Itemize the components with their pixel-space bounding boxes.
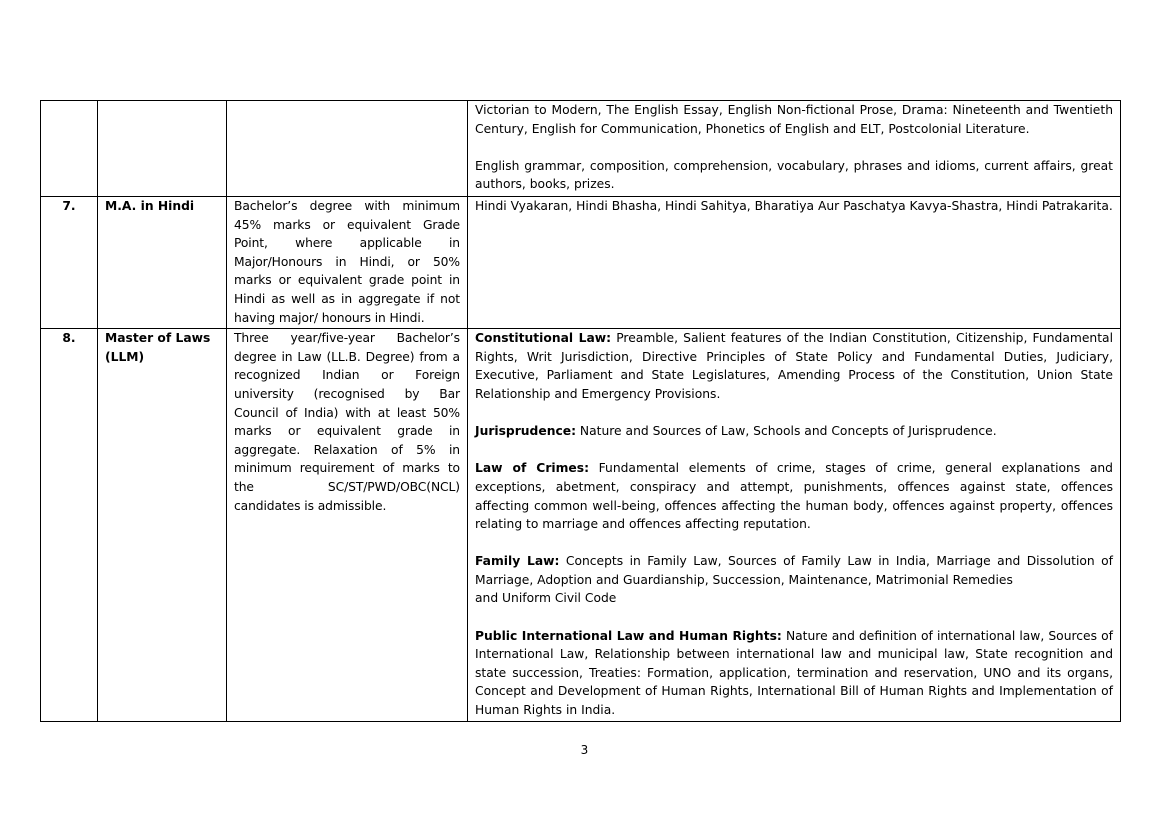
eligibility-cell [227, 101, 468, 197]
programme-cell: Master of Laws (LLM) [98, 329, 227, 721]
programme-cell [98, 101, 227, 197]
syllabus-text: Nature and definition of international law, Sources of International Law, Relationship between international law and municipal law, State recognition and state succession, Treaties: Formation, application, termination and reservation, UNO and its organs, Concept and Development of Human Rights, International Bill of Human Rights and Implementation of Human Rights in India. [475, 628, 1113, 718]
syllabus-text: and Uniform Civil Code [475, 591, 617, 606]
syllabus-paragraph [475, 552, 1113, 608]
table-row [41, 329, 1121, 721]
programme-cell: M.A. in Hindi [98, 197, 227, 329]
section-heading: Family Law: [475, 554, 560, 569]
table-row [41, 197, 1121, 329]
eligibility-cell: Bachelor’s degree with minimum 45% marks or equivalent Grade Point, where applicable in Major/Honours in Hindi, or 50% marks or equivalent grade point in Hindi as well as in aggregate if not having major/ honours in Hindi. [227, 197, 468, 329]
syllabus-text: Preamble, Salient features of the Indian Constitution, Citizenship, Fundamental Rights, Writ Jurisdiction, Directive Principles of State Policy and Fundamental Duties, Judiciary, Executive, Parliament and State Legislatures, Amending Process of the Constitution, Union State Relationship and Emergency Provisions. [475, 331, 1113, 401]
section-heading: Law of Crimes: [475, 461, 589, 476]
syllabus-paragraph [475, 627, 1113, 720]
syllabus-paragraph [475, 329, 1113, 403]
syllabus-text: Concepts in Family Law, Sources of Family Law in India, Marriage and Dissolution of Marriage, Adoption and Guardianship, Succession, Maintenance, Matrimonial Remedies [475, 554, 1113, 587]
syllabus-text: Nature and Sources of Law, Schools and Concepts of Jurisprudence. [579, 424, 997, 439]
syllabus-cell [468, 329, 1121, 721]
table-row [41, 101, 1121, 197]
syllabus-text: English grammar, composition, comprehension, vocabulary, phrases and idioms, current affairs, great authors, books, prizes. [475, 158, 1113, 192]
syllabus-cell [468, 197, 1121, 329]
syllabus-paragraph [475, 197, 1113, 216]
syllabus-paragraph [475, 157, 1113, 194]
syllabus-text: Victorian to Modern, The English Essay, English Non-fictional Prose, Drama: Nineteenth and Twentieth Century, English for Communication, Phonetics of English and ELT, Postcolonial Literature. [475, 103, 1113, 136]
section-heading: Jurisprudence: [475, 424, 576, 439]
syllabus-cell [468, 101, 1121, 197]
syllabus-paragraph [475, 459, 1113, 533]
eligibility-cell: Three year/five-year Bachelor’s degree in Law (LL.B. Degree) from a recognized Indian or Foreign university (recognised by Bar Council of India) with at least 50% marks or equivalent grade in aggregate. Relaxation of 5% in minimum requirement of marks to the SC/ST/PWD/OBC(NCL) candidates is admissible. [227, 329, 468, 721]
serial-cell: 8. [41, 329, 98, 721]
serial-cell: 7. [41, 197, 98, 329]
syllabus-paragraph [475, 101, 1113, 138]
serial-cell [41, 101, 98, 197]
syllabus-text: Fundamental elements of crime, stages of crime, general explanations and exceptions, abetment, conspiracy and attempt, punishments, offences against state, offences affecting common well-being, offences affecting the human body, offences against property, offences relating to marriage and offences affecting reputation. [475, 461, 1113, 532]
section-heading: Public International Law and Human Rights: [475, 628, 782, 643]
section-heading: Constitutional Law: [475, 331, 612, 346]
page-number: 3 [580, 743, 589, 757]
syllabus-text: Hindi Vyakaran, Hindi Bhasha, Hindi Sahitya, Bharatiya Aur Paschatya Kavya-Shastra, Hindi Patrakarita. [475, 199, 1113, 213]
programme-table [40, 100, 1121, 722]
syllabus-paragraph [475, 422, 1113, 441]
